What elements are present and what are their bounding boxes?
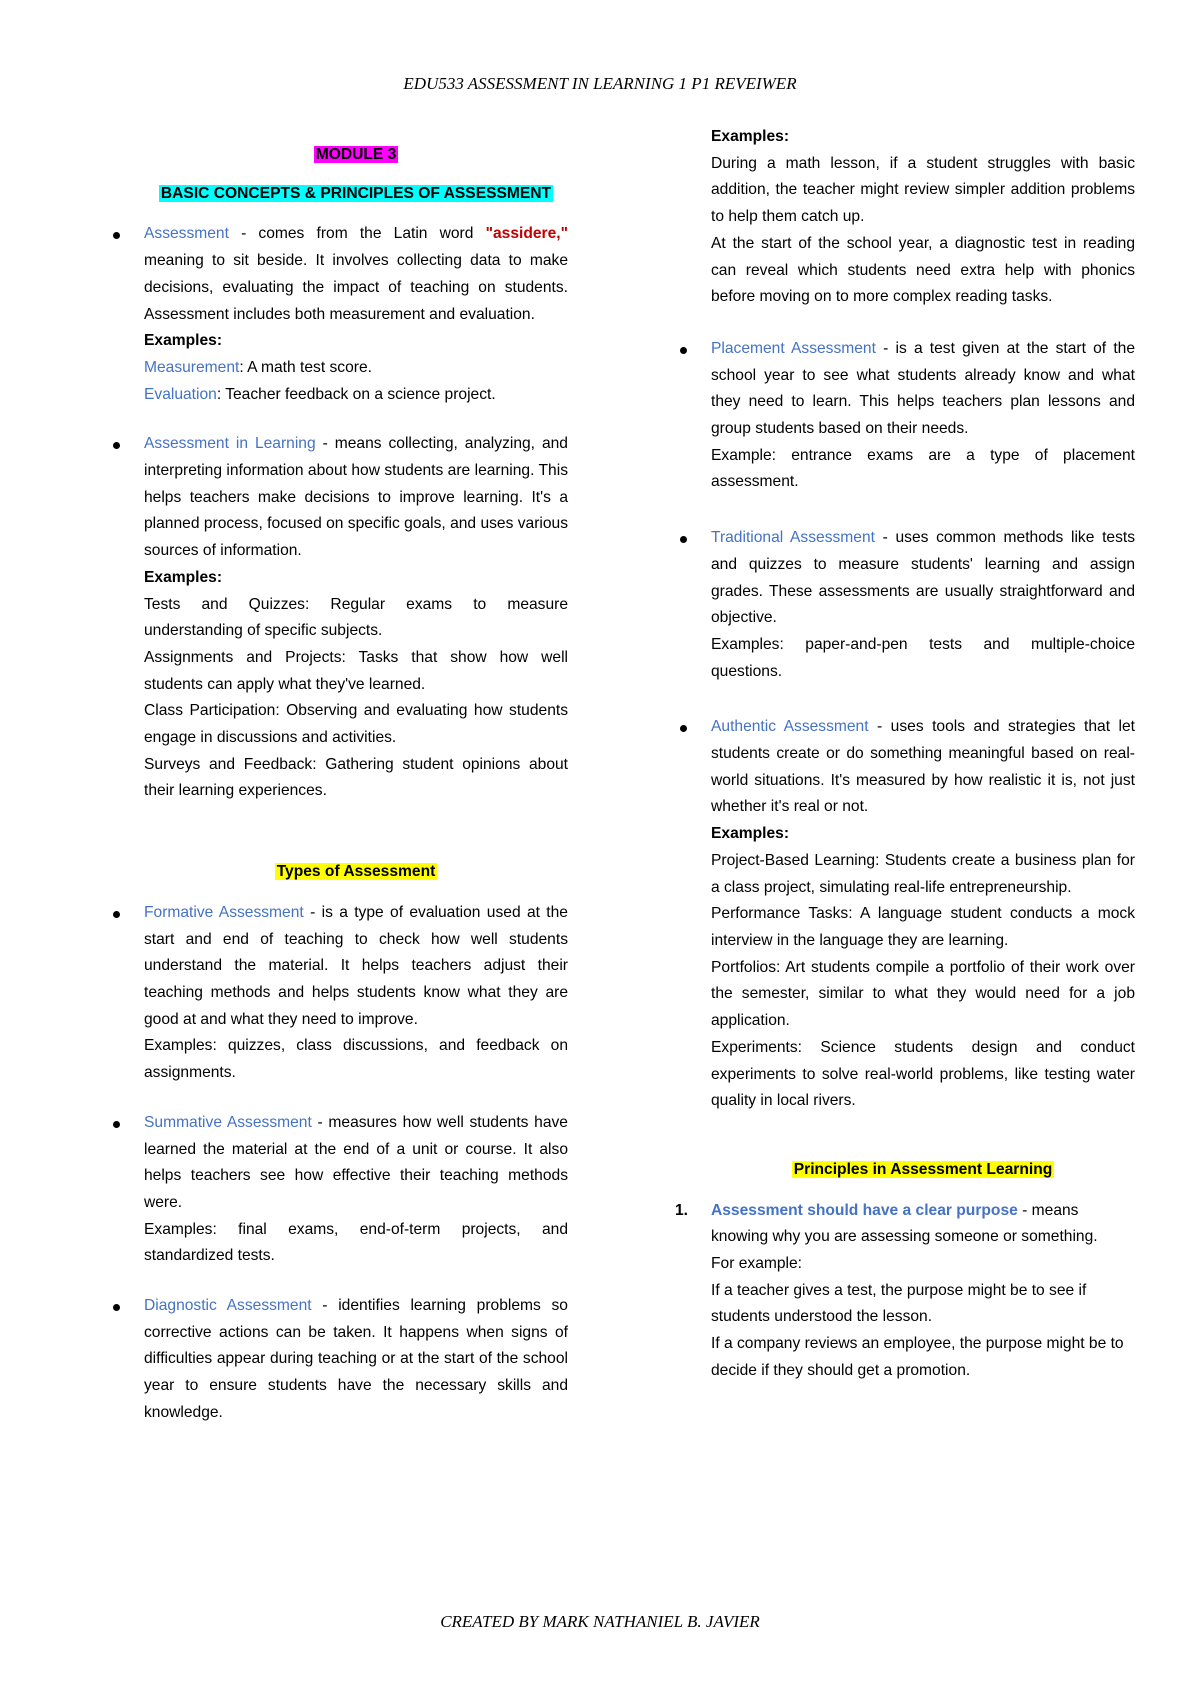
bullet-icon	[113, 1121, 120, 1128]
summative-item	[144, 1110, 568, 1270]
authentic-term: Authentic Assessment	[711, 718, 869, 736]
bullet-icon	[113, 442, 120, 449]
latin-word: "assidere,"	[485, 225, 568, 243]
formative-item	[144, 900, 568, 1087]
section-label: BASIC CONCEPTS & PRINCIPLES OF ASSESSMENT	[160, 184, 552, 202]
example-evaluation: Evaluation: Teacher feedback on a science project.	[144, 385, 496, 403]
bullet-icon	[680, 347, 687, 354]
assessment-post: meaning to sit beside. It involves collecting data to make decisions, evaluating the impact of teaching on students. Assessment includes both measurement and evaluation.	[144, 252, 568, 323]
principle-1-example: If a company reviews an employee, the purpose might be to decide if they should get a promotion.	[711, 1335, 1124, 1379]
ail-example: Surveys and Feedback: Gathering student opinions about their learning experiences.	[144, 755, 568, 800]
diagnostic-examples	[711, 124, 1135, 311]
section-title	[144, 181, 568, 208]
diagnostic-text: - identifies learning problems so corrective actions can be taken. It happens when signs of difficulties appear during teaching or at the start of the school year to ensure students have the necessary skills and knowledge.	[144, 1297, 568, 1421]
ail-example: Tests and Quizzes: Regular exams to measure understanding of specific subjects.	[144, 595, 568, 640]
bullet-icon	[113, 911, 120, 918]
bullet-icon	[680, 725, 687, 732]
for-example-label: For example:	[711, 1255, 802, 1273]
principle-1-item	[675, 1198, 1135, 1385]
assessment-in-learning-item	[144, 431, 568, 805]
assessment-item	[144, 221, 568, 408]
traditional-example: Examples: paper-and-pen tests and multiple-choice questions.	[711, 635, 1135, 680]
page-footer: CREATED BY MARK NATHANIEL B. JAVIER	[440, 1612, 760, 1631]
formative-term: Formative Assessment	[144, 903, 304, 921]
traditional-item	[711, 525, 1135, 685]
ail-example: Class Participation: Observing and evaluating how students engage in discussions and activities.	[144, 702, 568, 747]
example-measurement: Measurement: A math test score.	[144, 358, 372, 376]
summative-text: - measures how well students have learned the material at the end of a unit or course. It also helps teachers see how effective their teaching methods were.	[144, 1113, 568, 1211]
types-label: Types of Assessment	[276, 863, 436, 881]
placement-item	[711, 336, 1135, 496]
left-column	[144, 142, 568, 1427]
principle-number: 1.	[675, 1201, 689, 1219]
ail-text: - means collecting, analyzing, and interpreting information about how students are learning. This helps teachers make decisions to improve learning. It's a planned process, focused on specific goals, and uses various sources of information.	[144, 435, 568, 560]
traditional-term: Traditional Assessment	[711, 529, 875, 547]
module-label: MODULE 3	[315, 146, 397, 163]
diagnostic-item	[144, 1293, 568, 1427]
diagnostic-example: During a math lesson, if a student struggles with basic addition, the teacher might review simpler addition problems to help them catch up.	[711, 154, 1135, 226]
formative-example: Examples: quizzes, class discussions, and feedback on assignments.	[144, 1037, 568, 1082]
page-header: EDU533 ASSESSMENT IN LEARNING 1 P1 REVEIWER	[403, 74, 797, 93]
bullet-icon	[680, 536, 687, 543]
bullet-icon	[113, 232, 120, 239]
formative-text: - is a type of evaluation used at the start and end of teaching to check how well students understand the material. It helps teachers adjust their teaching methods and helps students know what they are good at and what they need to improve.	[144, 903, 568, 1028]
module-title	[144, 142, 568, 169]
principle-1-example: If a teacher gives a test, the purpose might be to see if students understood the lesson.	[711, 1281, 1087, 1326]
bullet-icon	[113, 1304, 120, 1311]
principles-label: Principles in Assessment Learning	[793, 1160, 1053, 1178]
diagnostic-example: At the start of the school year, a diagnostic test in reading can reveal which students need extra help with phonics before moving on to more complex reading tasks.	[711, 234, 1135, 306]
ail-term: Assessment in Learning	[144, 435, 316, 453]
assessment-pre: - comes from the Latin word	[228, 225, 486, 243]
types-title	[144, 859, 568, 886]
examples-label: Examples:	[144, 332, 223, 350]
placement-example: Example: entrance exams are a type of placement assessment.	[711, 446, 1135, 491]
placement-term: Placement Assessment	[711, 339, 876, 357]
principles-title	[711, 1157, 1135, 1184]
authentic-example: Portfolios: Art students compile a portfolio of their work over the semester, similar to what they would need for a job application.	[711, 958, 1135, 1030]
traditional-text: - uses common methods like tests and quizzes to measure students' learning and assign grades. These assessments are usually straightforward and objective.	[711, 529, 1135, 627]
assessment-term: Assessment	[144, 225, 229, 243]
ail-example: Assignments and Projects: Tasks that show how well students can apply what they've learned.	[144, 648, 568, 693]
placement-text: - is a test given at the start of the school year to see what students already know and what they need to learn. This helps teachers plan lessons and group students based on their needs.	[711, 339, 1136, 438]
principle-1-text: - means knowing why you are assessing someone or something.	[711, 1201, 1098, 1246]
authentic-example: Experiments: Science students design and conduct experiments to solve real-world problems, like testing water quality in local rivers.	[711, 1038, 1135, 1110]
summative-term: Summative Assessment	[144, 1113, 312, 1131]
examples-label: Examples:	[711, 825, 790, 843]
summative-example: Examples: final exams, end-of-term projects, and standardized tests.	[144, 1220, 568, 1265]
diagnostic-term: Diagnostic Assessment	[144, 1297, 312, 1315]
examples-label: Examples:	[711, 128, 790, 145]
authentic-text: - uses tools and strategies that let students create or do something meaningful based on real-world situations. It's measured by how realistic it is, not just whether it's real or not.	[711, 718, 1135, 816]
examples-label: Examples:	[144, 568, 223, 586]
right-column	[675, 124, 1136, 1385]
authentic-example: Project-Based Learning: Students create a business plan for a class project, simulating real-life entrepreneurship.	[711, 851, 1135, 896]
authentic-example: Performance Tasks: A language student conducts a mock interview in the language they are learning.	[711, 905, 1135, 949]
principle-1-term: Assessment should have a clear purpose	[711, 1201, 1018, 1219]
authentic-item	[711, 714, 1135, 1115]
